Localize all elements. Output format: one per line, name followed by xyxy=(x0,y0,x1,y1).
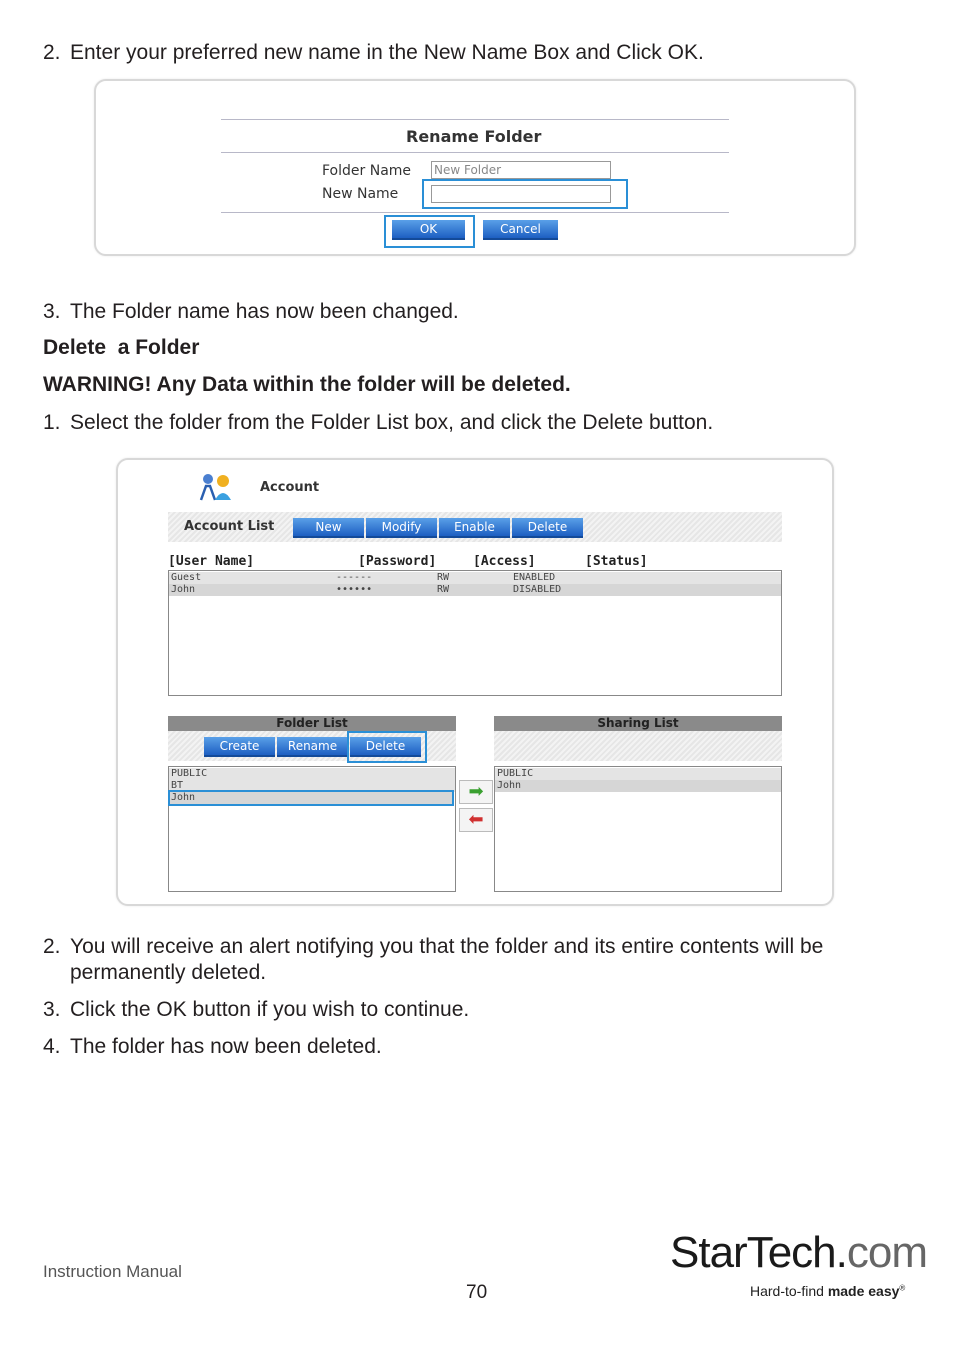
step-number: 1. xyxy=(43,411,61,434)
tagline-registered: ® xyxy=(899,1283,906,1293)
account-list-label: Account List xyxy=(184,519,275,534)
step-3-continue-instruction xyxy=(43,997,469,1023)
tagline-bold: made easy xyxy=(827,1283,900,1299)
folder-name: PUBLIC xyxy=(171,768,208,779)
warning-text: WARNING! Any Data within the folder will be deleted. xyxy=(43,373,571,396)
cell-password: •••••• xyxy=(336,584,373,595)
new-name-label: New Name xyxy=(322,186,399,202)
step-number: 4. xyxy=(43,1035,61,1058)
remove-share-arrow-icon[interactable]: ⬅ xyxy=(459,808,493,832)
column-access: [Access] xyxy=(473,554,536,569)
step-number: 3. xyxy=(43,998,61,1021)
step-text: Click the OK button if you wish to continue. xyxy=(70,998,470,1021)
folder-name-field[interactable]: New Folder xyxy=(431,161,611,179)
step-text-continued: permanently deleted. xyxy=(70,961,267,984)
step-text: Enter your preferred new name in the New Name Box and Click OK. xyxy=(70,41,704,64)
delete-account-button[interactable]: Delete xyxy=(512,518,583,538)
step-text: The folder has now been deleted. xyxy=(70,1035,382,1058)
list-item[interactable] xyxy=(495,768,781,780)
account-title: Account xyxy=(260,480,320,495)
column-status: [Status] xyxy=(585,554,648,569)
cell-password: ------ xyxy=(336,572,373,583)
column-user-name: [User Name] xyxy=(168,554,255,569)
delete-folder-button[interactable]: Delete xyxy=(350,737,421,757)
enable-account-button[interactable]: Enable xyxy=(439,518,510,538)
step-number: 2. xyxy=(43,41,61,64)
cell-user: Guest xyxy=(171,572,202,583)
step-text: You will receive an alert notifying you that the folder and its entire contents will be xyxy=(70,935,824,958)
account-list-box[interactable] xyxy=(168,570,782,696)
cell-user: John xyxy=(171,584,196,595)
divider xyxy=(221,119,729,120)
create-folder-button[interactable]: Create xyxy=(204,737,275,757)
cancel-button[interactable]: Cancel xyxy=(483,220,558,240)
account-screenshot xyxy=(116,458,834,906)
delete-highlight xyxy=(347,731,427,763)
folder-name: John xyxy=(171,792,196,803)
step-2-alert-instruction xyxy=(43,934,823,986)
sharing-list-header: Sharing List xyxy=(494,716,782,731)
step-1-instruction xyxy=(43,410,713,436)
cell-status: DISABLED xyxy=(513,584,562,595)
section-heading: Delete a Folder xyxy=(43,336,200,359)
column-password: [Password] xyxy=(358,554,437,569)
share-name: PUBLIC xyxy=(497,768,534,779)
list-item[interactable] xyxy=(495,780,781,792)
table-row[interactable] xyxy=(169,584,781,596)
step-4-deleted-instruction xyxy=(43,1034,382,1060)
rename-dialog-screenshot xyxy=(94,79,856,256)
new-name-field[interactable] xyxy=(431,185,611,203)
account-icon xyxy=(196,470,236,504)
list-item[interactable] xyxy=(169,768,455,780)
step-3-instruction xyxy=(43,299,459,325)
logo-tagline xyxy=(750,1283,905,1299)
divider xyxy=(221,212,729,213)
sharing-list-box[interactable] xyxy=(494,766,782,892)
step-number: 3. xyxy=(43,300,61,323)
new-account-button[interactable]: New xyxy=(293,518,364,538)
table-row[interactable] xyxy=(169,572,781,584)
cell-access: RW xyxy=(437,584,450,595)
modify-account-button[interactable]: Modify xyxy=(366,518,437,538)
tagline-light: Hard-to-find xyxy=(750,1283,828,1299)
page-number: 70 xyxy=(466,1282,488,1303)
add-share-arrow-icon[interactable]: ➡ xyxy=(459,780,493,804)
step-number: 2. xyxy=(43,935,61,958)
sharing-list-toolbar xyxy=(494,731,782,761)
folder-list-box[interactable] xyxy=(168,766,456,892)
share-name: John xyxy=(497,780,522,791)
logo-com: com xyxy=(846,1228,927,1277)
step-text: Select the folder from the Folder List box, and click the Delete button. xyxy=(70,411,714,434)
logo-main: StarTech xyxy=(670,1228,836,1277)
divider xyxy=(221,152,729,153)
step-text: The Folder name has now been changed. xyxy=(70,300,459,323)
footer-manual-label: Instruction Manual xyxy=(43,1262,182,1281)
rename-folder-button[interactable]: Rename xyxy=(277,737,348,757)
cell-status: ENABLED xyxy=(513,572,556,583)
folder-name-label: Folder Name xyxy=(322,163,412,179)
dialog-title: Rename Folder xyxy=(406,127,542,146)
folder-list-header: Folder List xyxy=(168,716,456,731)
list-item-selected[interactable] xyxy=(170,792,452,804)
ok-button[interactable]: OK xyxy=(392,220,465,240)
cell-access: RW xyxy=(437,572,450,583)
folder-name: BT xyxy=(171,780,184,791)
list-item[interactable] xyxy=(169,780,455,792)
startech-logo xyxy=(670,1228,927,1278)
logo-dot: . xyxy=(835,1228,847,1277)
step-2-instruction xyxy=(43,40,704,66)
